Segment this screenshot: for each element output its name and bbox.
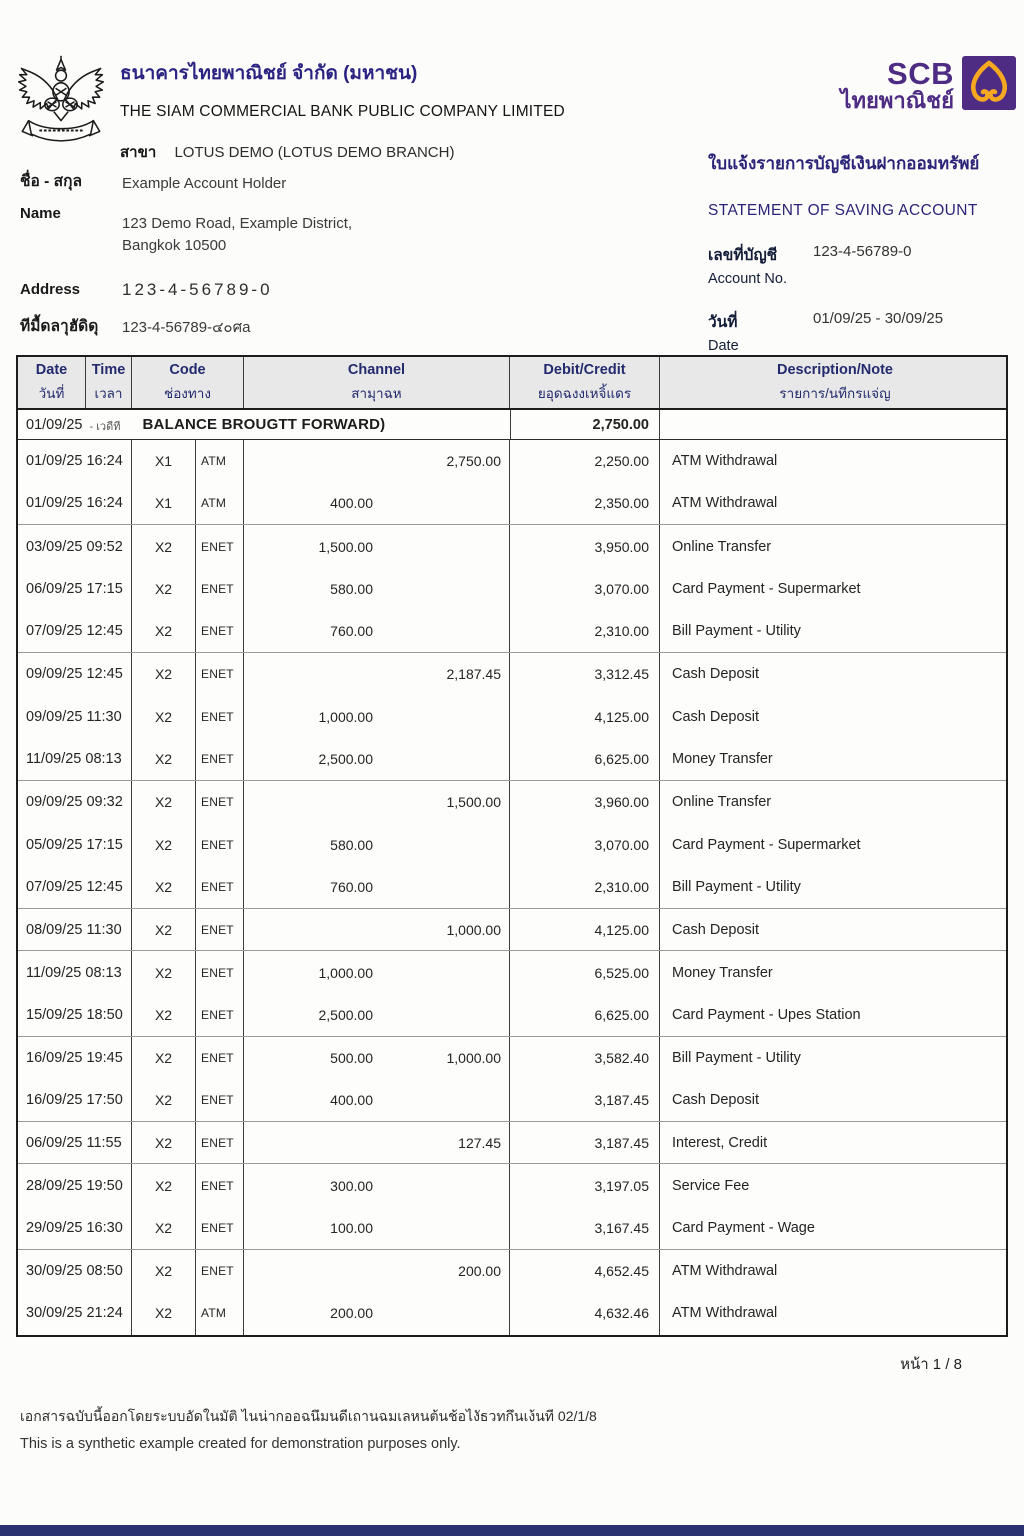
table-row: 30/09/25 21:24 X2 ATM 200.00 4,632.46 ATM Withdrawal (18, 1292, 1006, 1335)
branch-value: LOTUS DEMO (LOTUS DEMO BRANCH) (174, 144, 455, 161)
name-label-thai: ชื่อ - สกุล (20, 173, 82, 190)
table-row: 11/09/25 08:13 X2 ENET 1,000.00 6,525.00 Money Transfer (18, 951, 1006, 994)
date-label-english: Date (708, 338, 739, 354)
table-row: 09/09/25 09:32 X2 ENET 1,500.00 3,960.00 Online Transfer (18, 781, 1006, 824)
balance-forward-left (18, 415, 510, 435)
balance-forward-amount: 2,750.00 (510, 410, 660, 439)
scb-logo-line1: SCB (887, 56, 954, 91)
balance-forward-row (18, 410, 1006, 440)
date-range-value: 01/09/25 - 30/09/25 (813, 310, 944, 327)
scb-logo (826, 56, 1016, 112)
table-row: 15/09/25 18:50 X2 ENET 2,500.00 6,625.00 Card Payment - Upes Station (18, 994, 1006, 1037)
column-header-debit-credit: Debit/Credit ยอุดฉงงเหจิ้แดร (510, 357, 660, 408)
table-row: 06/09/25 11:55 X2 ENET 127.45 3,187.45 Interest, Credit (18, 1122, 1006, 1165)
bank-header (120, 58, 680, 164)
account-no-value: 123-4-56789-0 (813, 243, 912, 260)
statement-header (708, 150, 1014, 354)
table-row: 05/09/25 17:15 X2 ENET 580.00 3,070.00 Card Payment - Supermarket (18, 823, 1006, 866)
table-row: 30/09/25 08:50 X2 ENET 200.00 4,652.45 ATM Withdrawal (18, 1250, 1006, 1293)
transaction-table (16, 355, 1008, 1337)
address-label: Address (20, 281, 81, 298)
extra-value: 123-4-56789-๔๐ศa (122, 319, 251, 336)
table-row: 06/09/25 17:15 X2 ENET 580.00 3,070.00 Card Payment - Supermarket (18, 568, 1006, 611)
balance-forward-note: - เวดีที (89, 420, 121, 433)
column-header-date: Date วันที่ (18, 357, 86, 408)
column-header-description-note: Description/Note รายการ/นทีกรแจ่ญ (776, 361, 893, 401)
address-line2: Bangkok 10500 (122, 237, 227, 254)
account-holder-name: Example Account Holder (122, 175, 287, 192)
bank-name-english: THE SIAM COMMERCIAL BANK PUBLIC COMPANY LIMITED (120, 103, 565, 120)
scb-leaf-icon (962, 56, 1016, 110)
garuda-emblem (16, 52, 106, 164)
table-row: 09/09/25 11:30 X2 ENET 1,000.00 4,125.00 Cash Deposit (18, 696, 1006, 739)
scb-logo-line2: ไทยพาณิชย์ (840, 87, 954, 113)
table-row: 03/09/25 09:52 X2 ENET 1,500.00 3,950.00 Online Transfer (18, 525, 1006, 568)
footer-note-thai: เอกสารฉบับนี้ออกโดยระบบอัดในมัติ ไนน่ากออฉนึมนดีเถานฉมเลหนต้นช้อไงัธวทกึนเง้นที 02/1/8 (20, 1408, 597, 1424)
name-label-english: Name (20, 205, 61, 222)
table-header-row (18, 357, 1006, 410)
table-row: 16/09/25 17:50 X2 ENET 400.00 3,187.45 Cash Deposit (18, 1079, 1006, 1122)
address-line1: 123 Demo Road, Example District, (122, 215, 353, 232)
bottom-bar (0, 1525, 1024, 1536)
balance-forward-date: 01/09/25 (26, 416, 83, 433)
column-header-time: Time เวลา (86, 357, 132, 408)
table-row: 01/09/25 16:24 X1 ATM 400.00 2,350.00 ATM Withdrawal (18, 483, 1006, 526)
table-row: 09/09/25 12:45 X2 ENET 2,187.45 3,312.45 Cash Deposit (18, 653, 1006, 696)
column-header-code: Code ช่องทาง (132, 357, 244, 408)
transaction-rows (18, 440, 1006, 1335)
statement-title-thai: ใบแจ้งรายการบัญชีเงินฝากออมทรัพย์ (708, 154, 980, 173)
date-label-thai: วันที่ (708, 314, 738, 331)
extra-label-thai: ทีมื้ดลาุฮัดิดุ (20, 318, 99, 335)
account-no-label-thai: เลขที่บัญชี (708, 247, 778, 264)
table-row: 11/09/25 08:13 X2 ENET 2,500.00 6,625.00 Money Transfer (18, 738, 1006, 781)
bank-name-thai: ธนาคารไทยพาณิชย์ จำกัด (มหาชน) (120, 63, 418, 84)
table-row: 07/09/25 12:45 X2 ENET 760.00 2,310.00 Bill Payment - Utility (18, 866, 1006, 909)
page-number: หน้า 1 / 8 (900, 1356, 962, 1373)
table-row: 16/09/25 19:45 X2 ENET 500.00 1,000.00 3,582.40 Bill Payment - Utility (18, 1037, 1006, 1080)
table-row: 28/09/25 19:50 X2 ENET 300.00 3,197.05 Service Fee (18, 1164, 1006, 1207)
branch-label: สาขา (120, 144, 157, 161)
account-number-row (708, 242, 1014, 287)
branch-line (120, 140, 680, 164)
balance-forward-label: BALANCE BROUGTT FORWARD) (142, 416, 386, 433)
scb-logo-text (826, 56, 954, 112)
table-row: 29/09/25 16:30 X2 ENET 100.00 3,167.45 Card Payment - Wage (18, 1207, 1006, 1250)
table-row: 01/09/25 16:24 X1 ATM 2,750.00 2,250.00 ATM Withdrawal (18, 440, 1006, 483)
account-no-label-english: Account No. (708, 271, 787, 287)
table-row: 08/09/25 11:30 X2 ENET 1,000.00 4,125.00 Cash Deposit (18, 909, 1006, 952)
address-account-number: 123-4-56789-0 (122, 280, 273, 299)
table-row: 07/09/25 12:45 X2 ENET 760.00 2,310.00 Bill Payment - Utility (18, 610, 1006, 653)
column-header-channel: Channel สามุาฉห (244, 357, 510, 408)
footer-note-english: This is a synthetic example created for demonstration purposes only. (20, 1436, 461, 1452)
statement-title-english: STATEMENT OF SAVING ACCOUNT (708, 202, 978, 219)
date-range-row (708, 309, 1014, 354)
